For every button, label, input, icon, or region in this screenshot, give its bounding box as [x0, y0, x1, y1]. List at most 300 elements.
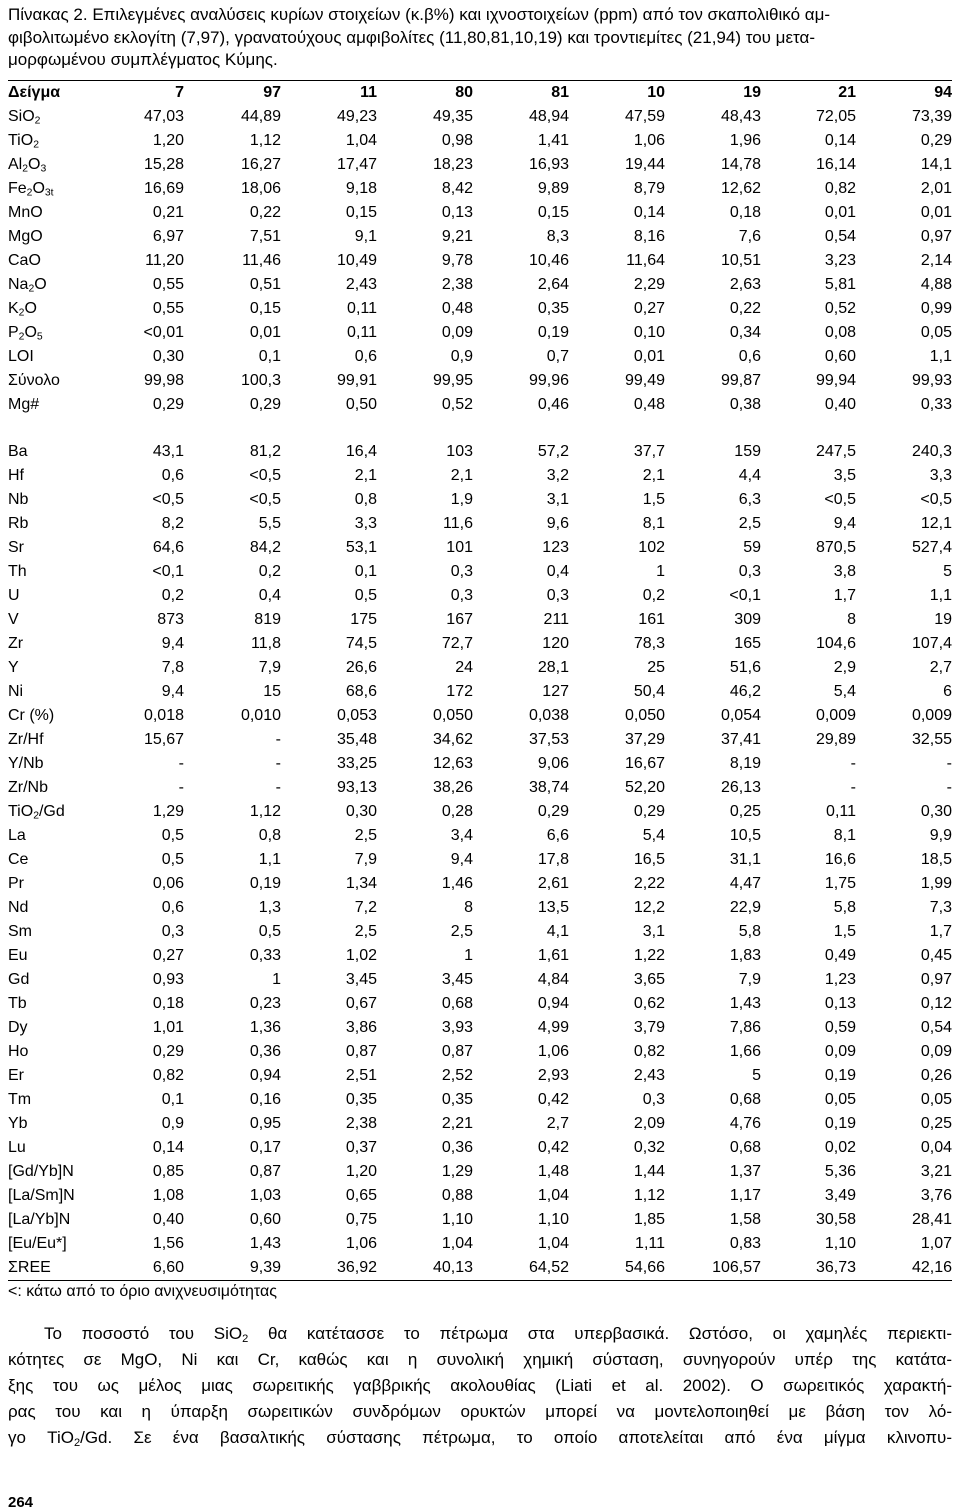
- trace-element-row: [8, 1112, 952, 1136]
- cell-value: 0,5: [354, 587, 377, 604]
- cell-value: 0,4: [258, 587, 281, 604]
- cell-value: 7,3: [929, 899, 952, 916]
- cell-value: 1,7: [929, 923, 952, 940]
- cell-value: 7,8: [161, 659, 184, 676]
- cell-value: 19,44: [624, 156, 665, 173]
- cell-value: 14,1: [920, 156, 952, 173]
- cell-value: 0,97: [920, 228, 952, 245]
- cell-value: 99,96: [528, 372, 569, 389]
- cell-value: 8,1: [833, 827, 856, 844]
- cell-value: 0,25: [920, 1115, 952, 1132]
- cell-value: 47,59: [624, 108, 665, 125]
- cell-value: 2,01: [920, 180, 952, 197]
- cell-value: 309: [734, 611, 761, 628]
- cell-value: -: [275, 755, 281, 772]
- cell-value: 0,40: [152, 1211, 184, 1228]
- cell-value: 4,47: [729, 875, 761, 892]
- cell-value: 10,49: [336, 252, 377, 269]
- cell-value: 3,3: [354, 515, 377, 532]
- cell-value: 9,6: [546, 515, 569, 532]
- cell-value: 0,29: [920, 132, 952, 149]
- cell-value: 84,2: [249, 539, 281, 556]
- cell-value: 3,86: [345, 1019, 377, 1036]
- cell-value: 19: [934, 611, 952, 628]
- cell-value: -: [850, 755, 856, 772]
- cell-value: 0,52: [441, 396, 473, 413]
- cell-value: 0,36: [441, 1139, 473, 1156]
- cell-value: 0,04: [920, 1139, 952, 1156]
- major-element-row: [8, 369, 952, 393]
- cell-value: 2,5: [354, 923, 377, 940]
- row-label: Zr/Hf: [8, 731, 44, 748]
- cell-value: 99,49: [624, 372, 665, 389]
- cell-value: 74,5: [345, 635, 377, 652]
- trace-element-row: [8, 896, 952, 920]
- cell-value: 1,3: [258, 899, 281, 916]
- trace-element-row: [8, 1208, 952, 1232]
- cell-value: 0,14: [633, 204, 665, 221]
- cell-value: 0,99: [920, 300, 952, 317]
- cell-value: 47,03: [143, 108, 184, 125]
- cell-value: 49,35: [432, 108, 473, 125]
- cell-value: 0,68: [729, 1091, 761, 1108]
- trace-element-row: [8, 1016, 952, 1040]
- cell-value: 0,30: [152, 348, 184, 365]
- cell-value: 0,55: [152, 276, 184, 293]
- cell-value: 0,65: [345, 1187, 377, 1204]
- cell-value: 0,85: [152, 1163, 184, 1180]
- cell-value: 0,59: [824, 1019, 856, 1036]
- trace-element-row: [8, 1184, 952, 1208]
- trace-element-row: [8, 1232, 952, 1256]
- trace-element-row: [8, 440, 952, 464]
- cell-value: 15,67: [143, 731, 184, 748]
- cell-value: 1,44: [633, 1163, 665, 1180]
- caption-line: φιβολιτωμένο εκλογίτη (7,97), γρανατούχους αμφιβολίτες (11,80,81,10,19) και τροντιεμίτες (21,94) του μετα-: [8, 27, 816, 47]
- cell-value: 0,050: [624, 707, 665, 724]
- cell-value: 0,82: [633, 1043, 665, 1060]
- analyses-table: [8, 81, 952, 1280]
- major-element-row: [8, 393, 952, 417]
- cell-value: -: [178, 779, 184, 796]
- cell-value: 11,46: [242, 252, 281, 269]
- cell-value: 18,06: [240, 180, 281, 197]
- cell-value: 9,4: [833, 515, 856, 532]
- cell-value: 5,4: [833, 683, 856, 700]
- cell-value: 81,2: [249, 443, 281, 460]
- trace-element-row: [8, 824, 952, 848]
- major-element-row: [8, 249, 952, 273]
- cell-value: 2,63: [729, 276, 761, 293]
- trace-element-row: [8, 512, 952, 536]
- cell-value: 0,16: [249, 1091, 281, 1108]
- cell-value: 3,45: [345, 971, 377, 988]
- cell-value: 48,94: [528, 108, 569, 125]
- cell-value: 0,21: [152, 204, 184, 221]
- cell-value: 0,13: [824, 995, 856, 1012]
- cell-value: 0,3: [642, 1091, 665, 1108]
- trace-element-row: [8, 1040, 952, 1064]
- cell-value: 0,19: [249, 875, 281, 892]
- cell-value: 3,45: [441, 971, 473, 988]
- cell-value: 34,62: [432, 731, 473, 748]
- cell-value: 7,9: [258, 659, 281, 676]
- cell-value: 0,11: [347, 324, 377, 341]
- cell-value: 16,93: [528, 156, 569, 173]
- cell-value: 46,2: [729, 683, 761, 700]
- cell-value: 0,15: [345, 204, 377, 221]
- cell-value: 5,8: [833, 899, 856, 916]
- cell-value: 1,06: [633, 132, 665, 149]
- cell-value: 0,17: [249, 1139, 281, 1156]
- cell-value: 1,02: [345, 947, 377, 964]
- cell-value: 0,9: [450, 348, 473, 365]
- cell-value: 0,12: [920, 995, 952, 1012]
- cell-value: 1,08: [152, 1187, 184, 1204]
- trace-element-row: [8, 608, 952, 632]
- cell-value: 3,93: [441, 1019, 473, 1036]
- row-label: Pr: [8, 875, 24, 892]
- cell-value: 2,43: [345, 276, 377, 293]
- row-label: Rb: [8, 515, 29, 532]
- cell-value: 37,7: [633, 443, 665, 460]
- trace-element-row: [8, 920, 952, 944]
- row-label: $K_2O$: [8, 300, 37, 319]
- cell-value: 0,42: [537, 1139, 569, 1156]
- cell-value: 0,6: [354, 348, 377, 365]
- row-label: [La/Yb]N: [8, 1211, 71, 1228]
- cell-value: 36,73: [815, 1259, 856, 1276]
- trace-element-row: [8, 584, 952, 608]
- row-label: LOI: [8, 348, 34, 365]
- cell-value: 247,5: [815, 443, 856, 460]
- cell-value: 8: [847, 611, 856, 628]
- cell-value: 2,1: [450, 467, 473, 484]
- trace-element-row: [8, 1088, 952, 1112]
- cell-value: 64,52: [528, 1259, 569, 1276]
- cell-value: 100,3: [240, 372, 281, 389]
- cell-value: 2,21: [441, 1115, 473, 1132]
- cell-value: 0,52: [824, 300, 856, 317]
- paragraph-line: κότητες σε MgO, Ni και Cr, καθώς και η συνολική χημική σύσταση, συνηγορούν υπέρ της κατάτα-: [8, 1350, 952, 1369]
- cell-value: 104,6: [815, 635, 856, 652]
- cell-value: 78,3: [633, 635, 665, 652]
- cell-value: 0,038: [528, 707, 569, 724]
- cell-value: 1: [272, 971, 281, 988]
- cell-value: 2,29: [633, 276, 665, 293]
- cell-value: 7,51: [249, 228, 281, 245]
- cell-value: 93,13: [336, 779, 377, 796]
- cell-value: 0,8: [354, 491, 377, 508]
- cell-value: 99,93: [911, 372, 952, 389]
- cell-value: 0,82: [824, 180, 856, 197]
- cell-value: 7,2: [354, 899, 377, 916]
- cell-value: 0,35: [537, 300, 569, 317]
- cell-value: 2,09: [633, 1115, 665, 1132]
- cell-value: 2,61: [537, 875, 569, 892]
- row-label: $P_2O_5$: [8, 324, 43, 343]
- cell-value: 29,89: [815, 731, 856, 748]
- cell-value: 7,86: [729, 1019, 761, 1036]
- cell-value: 0,9: [161, 1115, 184, 1132]
- trace-element-row: [8, 560, 952, 584]
- row-label: Ni: [8, 683, 24, 700]
- cell-value: 5: [943, 563, 952, 580]
- row-label: Y: [8, 659, 19, 676]
- cell-value: 1,1: [929, 348, 952, 365]
- cell-value: 1,01: [152, 1019, 184, 1036]
- cell-value: 0,6: [161, 467, 184, 484]
- cell-value: 1,20: [152, 132, 184, 149]
- trace-element-row: [8, 968, 952, 992]
- cell-value: 2,64: [537, 276, 569, 293]
- cell-value: 9,21: [441, 228, 473, 245]
- cell-value: 1,46: [441, 875, 473, 892]
- cell-value: 0,01: [249, 324, 281, 341]
- row-label: La: [8, 827, 26, 844]
- cell-value: 0,55: [152, 300, 184, 317]
- row-label: TiO$_2$: [8, 132, 39, 151]
- cell-value: 28,1: [537, 659, 569, 676]
- cell-value: 1,99: [920, 875, 952, 892]
- cell-value: 2,5: [738, 515, 761, 532]
- cell-value: 0,05: [920, 324, 952, 341]
- cell-value: 3,1: [642, 923, 665, 940]
- cell-value: 0,95: [249, 1115, 281, 1132]
- cell-value: 0,60: [249, 1211, 281, 1228]
- header-sample-id: 11: [360, 84, 377, 101]
- cell-value: 99,94: [815, 372, 856, 389]
- cell-value: 0,30: [345, 803, 377, 820]
- cell-value: 9,18: [345, 180, 377, 197]
- cell-value: 0,93: [152, 971, 184, 988]
- cell-value: 2,43: [633, 1067, 665, 1084]
- cell-value: 106,57: [712, 1259, 761, 1276]
- cell-value: 0,3: [450, 563, 473, 580]
- cell-value: 0,54: [824, 228, 856, 245]
- trace-element-row: [8, 752, 952, 776]
- cell-value: 16,14: [815, 156, 856, 173]
- cell-value: 4,84: [537, 971, 569, 988]
- trace-element-row: [8, 1160, 952, 1184]
- section-gap: [8, 417, 952, 440]
- cell-value: 0,2: [642, 587, 665, 604]
- cell-value: 36,92: [336, 1259, 377, 1276]
- row-label: Hf: [8, 467, 24, 484]
- cell-value: 1,48: [537, 1163, 569, 1180]
- row-label: Yb: [8, 1115, 28, 1132]
- cell-value: 0,27: [152, 947, 184, 964]
- cell-value: 0,01: [824, 204, 856, 221]
- row-label: Cr (%): [8, 707, 55, 724]
- cell-value: 159: [734, 443, 761, 460]
- cell-value: 0,19: [537, 324, 569, 341]
- cell-value: 0,22: [729, 300, 761, 317]
- cell-value: 0,1: [258, 348, 281, 365]
- cell-value: 0,6: [738, 348, 761, 365]
- cell-value: 1,7: [833, 587, 856, 604]
- cell-value: 4,99: [537, 1019, 569, 1036]
- cell-value: 9,9: [929, 827, 952, 844]
- row-label: Y/Nb: [8, 755, 44, 772]
- cell-value: 57,2: [537, 443, 569, 460]
- cell-value: 12,2: [633, 899, 665, 916]
- cell-value: 172: [446, 683, 473, 700]
- cell-value: -: [275, 731, 281, 748]
- cell-value: 0,94: [249, 1067, 281, 1084]
- cell-value: 1,23: [824, 971, 856, 988]
- cell-value: 38,74: [528, 779, 569, 796]
- cell-value: 99,87: [720, 372, 761, 389]
- cell-value: 35,48: [336, 731, 377, 748]
- cell-value: 0,018: [143, 707, 184, 724]
- cell-value: 3,4: [450, 827, 473, 844]
- cell-value: 16,67: [624, 755, 665, 772]
- trace-element-row: [8, 632, 952, 656]
- row-label: $Na_2O$: [8, 276, 47, 295]
- major-element-row: [8, 105, 952, 129]
- cell-value: 0,13: [441, 204, 473, 221]
- row-label: Tm: [8, 1091, 32, 1108]
- cell-value: 0,49: [824, 947, 856, 964]
- cell-value: 7,9: [354, 851, 377, 868]
- table-footnote: <: κάτω από το όριο ανιχνευσιμότητας: [8, 1283, 277, 1300]
- major-element-row: [8, 177, 952, 201]
- cell-value: 0,29: [633, 803, 665, 820]
- cell-value: 12,1: [920, 515, 952, 532]
- cell-value: 3,76: [920, 1187, 952, 1204]
- cell-value: 2,1: [642, 467, 665, 484]
- cell-value: 26,13: [720, 779, 761, 796]
- cell-value: 3,79: [633, 1019, 665, 1036]
- row-label: Nd: [8, 899, 29, 916]
- cell-value: 1,1: [258, 851, 281, 868]
- cell-value: 11,64: [626, 252, 665, 269]
- cell-value: 1,06: [537, 1043, 569, 1060]
- cell-value: 0,01: [633, 348, 665, 365]
- row-label: Er: [8, 1067, 24, 1084]
- cell-value: 0,18: [152, 995, 184, 1012]
- cell-value: 0,87: [249, 1163, 281, 1180]
- cell-value: 0,15: [537, 204, 569, 221]
- cell-value: 870,5: [815, 539, 856, 556]
- cell-value: 6,6: [546, 827, 569, 844]
- cell-value: 0,46: [537, 396, 569, 413]
- cell-value: 4,1: [546, 923, 569, 940]
- major-element-row: [8, 321, 952, 345]
- cell-value: 1,75: [824, 875, 856, 892]
- cell-value: 15: [263, 683, 281, 700]
- cell-value: 0,02: [824, 1139, 856, 1156]
- cell-value: 1,10: [824, 1235, 856, 1252]
- cell-value: 819: [254, 611, 281, 628]
- row-label: $Al_2O_3$: [8, 156, 47, 175]
- cell-value: 0,3: [546, 587, 569, 604]
- cell-value: 1,85: [633, 1211, 665, 1228]
- cell-value: 0,29: [537, 803, 569, 820]
- cell-value: 0,3: [450, 587, 473, 604]
- row-label: Zr/Nb: [8, 779, 48, 796]
- cell-value: 1,04: [537, 1187, 569, 1204]
- cell-value: 30,58: [815, 1211, 856, 1228]
- cell-value: 0,35: [345, 1091, 377, 1108]
- row-label: ΣREE: [8, 1259, 51, 1276]
- body-paragraph: [8, 1321, 952, 1451]
- cell-value: 0,05: [824, 1091, 856, 1108]
- header-sample-id: 94: [934, 84, 952, 101]
- cell-value: 0,05: [920, 1091, 952, 1108]
- row-label: SiO$_2$: [8, 108, 41, 127]
- cell-value: 0,33: [249, 947, 281, 964]
- trace-element-row: [8, 776, 952, 800]
- cell-value: <0,5: [824, 491, 856, 508]
- cell-value: 0,29: [249, 396, 281, 413]
- cell-value: 3,65: [633, 971, 665, 988]
- cell-value: <0,5: [249, 491, 281, 508]
- cell-value: 2,7: [929, 659, 952, 676]
- cell-value: 1,20: [345, 1163, 377, 1180]
- cell-value: 0,94: [537, 995, 569, 1012]
- cell-value: 4,4: [738, 467, 761, 484]
- cell-value: 6,60: [152, 1259, 184, 1276]
- major-element-row: [8, 129, 952, 153]
- paragraph-line: ξης του ως μέλος μιας σωρειτικής γαββρικής ακολουθίας (Liati et al. 2002). Ο σωρειτικός χαρακτή-: [8, 1376, 952, 1395]
- cell-value: 1,9: [450, 491, 473, 508]
- cell-value: 0,11: [347, 300, 377, 317]
- cell-value: 0,40: [824, 396, 856, 413]
- cell-value: 0,09: [824, 1043, 856, 1060]
- cell-value: 68,6: [345, 683, 377, 700]
- cell-value: 11,20: [145, 252, 184, 269]
- cell-value: 6,97: [152, 228, 184, 245]
- cell-value: -: [946, 779, 952, 796]
- cell-value: 0,15: [249, 300, 281, 317]
- cell-value: <0,01: [143, 324, 184, 341]
- header-sample-id: 7: [175, 84, 184, 101]
- cell-value: 1,66: [729, 1043, 761, 1060]
- cell-value: 102: [638, 539, 665, 556]
- cell-value: 16,4: [345, 443, 377, 460]
- cell-value: 0,34: [729, 324, 761, 341]
- cell-value: 211: [543, 611, 569, 628]
- cell-value: 1,43: [729, 995, 761, 1012]
- cell-value: 8: [464, 899, 473, 916]
- cell-value: 1,12: [633, 1187, 665, 1204]
- caption-line: μορφωμένου συμπλέγματος Κύμης.: [8, 50, 278, 69]
- row-label: MgO: [8, 228, 43, 245]
- cell-value: 0,97: [920, 971, 952, 988]
- cell-value: 13,5: [537, 899, 569, 916]
- cell-value: 6,3: [738, 491, 761, 508]
- cell-value: 0,29: [152, 396, 184, 413]
- cell-value: 0,053: [336, 707, 377, 724]
- trace-element-row: [8, 992, 952, 1016]
- cell-value: 16,5: [633, 851, 665, 868]
- cell-value: 0,14: [152, 1139, 184, 1156]
- cell-value: 37,53: [528, 731, 569, 748]
- cell-value: 1,06: [345, 1235, 377, 1252]
- cell-value: 9,39: [249, 1259, 281, 1276]
- cell-value: 1,10: [537, 1211, 569, 1228]
- cell-value: 3,1: [546, 491, 569, 508]
- cell-value: 25: [647, 659, 665, 676]
- cell-value: 1,22: [633, 947, 665, 964]
- cell-value: 1,5: [642, 491, 665, 508]
- cell-value: 175: [350, 611, 377, 628]
- table-caption: [8, 4, 952, 72]
- trace-element-row: [8, 464, 952, 488]
- cell-value: 0,5: [161, 827, 184, 844]
